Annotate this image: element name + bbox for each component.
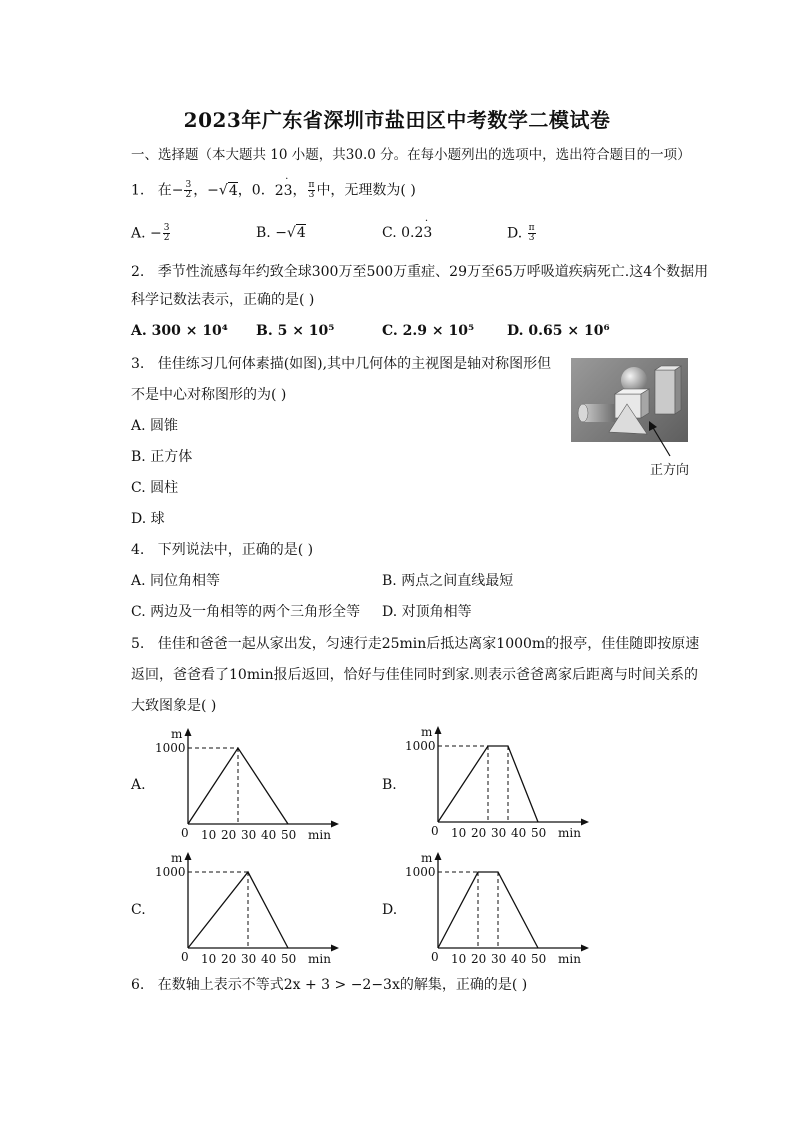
svg-text:1000: 1000 — [155, 865, 186, 879]
svg-text:30: 30 — [241, 952, 257, 966]
svg-text:40: 40 — [511, 952, 527, 966]
svg-text:50: 50 — [281, 828, 297, 842]
q4-option-d[interactable]: D. 对顶角相等 — [382, 604, 472, 620]
q3-option-b[interactable]: B. 正方体 — [131, 449, 193, 465]
graph-a — [150, 724, 350, 842]
q5-option-c[interactable]: C. — [131, 902, 146, 918]
decimal-zero: 0 — [251, 182, 261, 199]
section-heading: 一、选择题（本大题共 10 小题，共30.0 分。在每小题列出的选项中，选出符合题目的一项） — [131, 147, 691, 163]
fraction-pi-3: $\frac{\pi}{3}$ — [308, 180, 315, 200]
svg-text:0: 0 — [181, 826, 189, 840]
q5-option-d[interactable]: D. — [382, 902, 398, 918]
q5-option-b[interactable]: B. — [382, 777, 397, 793]
svg-text:0: 0 — [431, 950, 439, 964]
svg-text:20: 20 — [221, 952, 237, 966]
svg-text:20: 20 — [221, 828, 237, 842]
q2-option-d[interactable]: D. 0.65 × 10⁶ — [507, 323, 610, 339]
q1-option-d[interactable]: D. $\frac{\pi}{3}$ — [507, 223, 535, 243]
q3-option-d[interactable]: D. 球 — [131, 511, 165, 527]
svg-text:1000: 1000 — [405, 865, 436, 879]
svg-text:min: min — [558, 826, 581, 840]
q2-option-a[interactable]: A. 300 × 10⁴ — [131, 323, 228, 339]
fraction-3-2: $\frac{3}{2}$ — [185, 180, 192, 200]
question-2-line-1: 2. 季节性流感每年约致全球300万至500万重症、29万至65万呼吸道疾病死亡.这4个数据用 — [131, 264, 709, 280]
svg-text:20: 20 — [471, 826, 487, 840]
svg-text:40: 40 — [261, 828, 277, 842]
svg-text:min: min — [308, 952, 331, 966]
svg-text:20: 20 — [471, 952, 487, 966]
svg-text:m: m — [421, 851, 433, 865]
q4-option-b[interactable]: B. 两点之间直线最短 — [382, 573, 514, 589]
svg-text:10: 10 — [451, 952, 467, 966]
photo-caption: 正方向 — [650, 463, 690, 478]
question-6: 6. 在数轴上表示不等式2x + 3 > −2−3x的解集，正确的是( ) — [131, 977, 528, 993]
q5-option-a[interactable]: A. — [131, 777, 146, 793]
svg-text:50: 50 — [531, 952, 547, 966]
svg-text:40: 40 — [261, 952, 277, 966]
svg-text:min: min — [308, 828, 331, 842]
question-5-line-1: 5. 佳佳和爸爸一起从家出发，匀速行走25min后抵达离家1000m的报亭，佳佳随即按原速 — [131, 636, 700, 652]
svg-text:1000: 1000 — [405, 739, 436, 753]
svg-text:m: m — [171, 727, 183, 741]
graph-c — [150, 848, 350, 966]
question-1: 1. 在− $\frac{3}{2}$ ，−√4，0．˙ 23， $\frac{\pi}{3}$ 中，无理数为( ) — [131, 181, 416, 200]
q1-option-b[interactable]: B. −√4 — [256, 225, 306, 241]
question-5-line-3: 大致图象是( ) — [131, 698, 217, 714]
q4-option-c[interactable]: C. 两边及一角相等的两个三角形全等 — [131, 604, 361, 620]
svg-text:30: 30 — [241, 828, 257, 842]
repeating-digits: ˙ 23 — [275, 183, 293, 199]
svg-text:0: 0 — [431, 824, 439, 838]
page-title: 2023年广东省深圳市盐田区中考数学二模试卷 — [183, 108, 611, 132]
q3-option-c[interactable]: C. 圆柱 — [131, 480, 179, 496]
svg-text:40: 40 — [511, 826, 527, 840]
svg-text:m: m — [421, 725, 433, 739]
svg-text:m: m — [171, 851, 183, 865]
graph-b — [400, 722, 600, 840]
direction-arrow — [640, 418, 680, 460]
q4-option-a[interactable]: A. 同位角相等 — [131, 573, 221, 589]
svg-text:0: 0 — [181, 950, 189, 964]
q2-option-c[interactable]: C. 2.9 × 10⁵ — [382, 323, 475, 339]
svg-text:50: 50 — [531, 826, 547, 840]
sqrt-4: 4 — [228, 182, 238, 199]
q2-option-b[interactable]: B. 5 × 10⁵ — [256, 323, 335, 339]
svg-text:1000: 1000 — [155, 741, 186, 755]
question-2-line-2: 科学记数法表示，正确的是( ) — [131, 292, 315, 308]
svg-text:50: 50 — [281, 952, 297, 966]
svg-text:30: 30 — [491, 826, 507, 840]
q1-option-a[interactable]: A. − $\frac{3}{2}$ — [131, 223, 170, 243]
question-4: 4. 下列说法中，正确的是( ) — [131, 542, 314, 558]
question-5-line-2: 返回，爸爸看了10min报后返回，恰好与佳佳同时到家.则表示爸爸离家后距离与时间关系的 — [131, 667, 699, 683]
question-3-line-2: 不是中心对称图形的为( ) — [131, 387, 287, 403]
question-1-prefix: 在 — [157, 182, 172, 199]
q1-option-c[interactable]: C. 0.˙ 23 — [382, 224, 432, 242]
svg-text:10: 10 — [201, 828, 217, 842]
svg-text:10: 10 — [451, 826, 467, 840]
graph-d — [400, 848, 600, 966]
question-1-number: 1. — [131, 182, 145, 199]
svg-text:min: min — [558, 952, 581, 966]
question-3-line-1: 3. 佳佳练习几何体素描(如图),其中几何体的主视图是轴对称图形但 — [131, 356, 552, 372]
question-1-tail: 中，无理数为( ) — [316, 182, 416, 199]
q3-option-a[interactable]: A. 圆锥 — [131, 418, 179, 434]
svg-text:30: 30 — [491, 952, 507, 966]
svg-text:10: 10 — [201, 952, 217, 966]
